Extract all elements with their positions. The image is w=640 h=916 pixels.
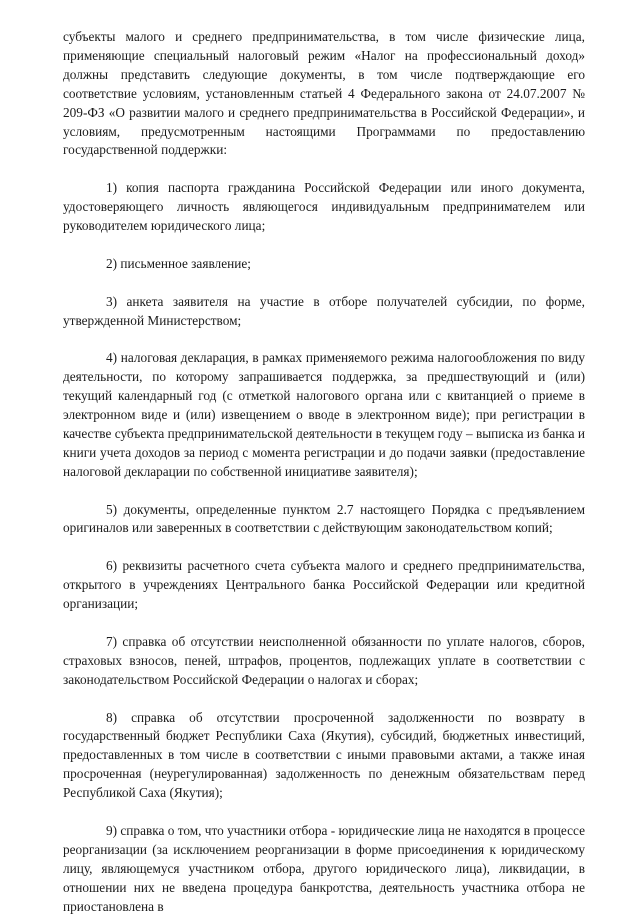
item-7-paragraph: 7) справка об отсутствии неисполненной обязанности по уплате налогов, сборов, страховых взносов, пеней, штрафов, процентов, подлежащих уплате в соответствии с законодательством Российской Федерации о налогах и сборах; [63, 633, 585, 687]
item-2-paragraph: 2) письменное заявление; [106, 255, 251, 271]
item-1-paragraph: 1) копия паспорта гражданина Российской Федерации или иного документа, удостоверяющего личность являющегося индивидуальным предпринимателем или руководителем юридического лица; [63, 180, 585, 234]
item-5-paragraph: 5) документы, определенные пунктом 2.7 настоящего Порядка с предъявлением оригиналов или заверенных в соответствии с действующим законодательством копий; [63, 501, 585, 536]
intro-paragraph: субъекты малого и среднего предпринимательства, в том числе физические лица, применяющие специальный налоговый режим «Налог на профессиональный доход» должны представить следующие документы, в том числе подтверждающие его соответствие условиям, установленным статьей 4 Федерального закона от 24.07.2007 № 209-ФЗ «О развитии малого и среднего предпринимательства в Российской Федерации», и условиям, предусмотренным настоящими Программами по предоставлению государственной поддержки: [63, 29, 585, 158]
item-6-paragraph: 6) реквизиты расчетного счета субъекта малого и среднего предпринимательства, открытого в учреждениях Центрального банка Российской Федерации или кредитной организации; [63, 558, 585, 612]
item-8-paragraph: 8) справка об отсутствии просроченной задолженности по возврату в государственный бюджет Республики Саха (Якутия), субсидий, бюджетных инвестиций, предоставленных в том числе в соответствии с иными правовыми актами, а также иная просроченная (неурегулированная) задолженность по денежным обязательствам перед Республикой Саха (Якутия); [63, 709, 585, 801]
item-9-paragraph: 9) справка о том, что участники отбора - юридические лица не находятся в процессе реорганизации (за исключением реорганизации в форме присоединения к юридическому лицу, являющемуся участником отбора, другого юридического лица), ликвидации, в отношении них не введена процедура банкротства, деятельность участника отбора не приостановлена в [63, 822, 585, 914]
document-page [63, 28, 585, 914]
item-3-paragraph: 3) анкета заявителя на участие в отборе получателей субсидии, по форме, утвержденной Министерством; [63, 293, 585, 328]
item-4-paragraph: 4) налоговая декларация, в рамках применяемого режима налогообложения по виду деятельности, по которому запрашивается поддержка, за предшествующий и (или) текущий календарный год (с отметкой налогового органа или с квитанцией о приеме в электронном виде и (или) извещением о вводе в электронном виде); при регистрации в качестве субъекта предпринимательской деятельности в текущем году – выписка из банка и книги учета доходов за период с момента регистрации и до подачи заявки (предоставление налоговой декларации по собственной инициативе заявителя); [63, 350, 585, 479]
